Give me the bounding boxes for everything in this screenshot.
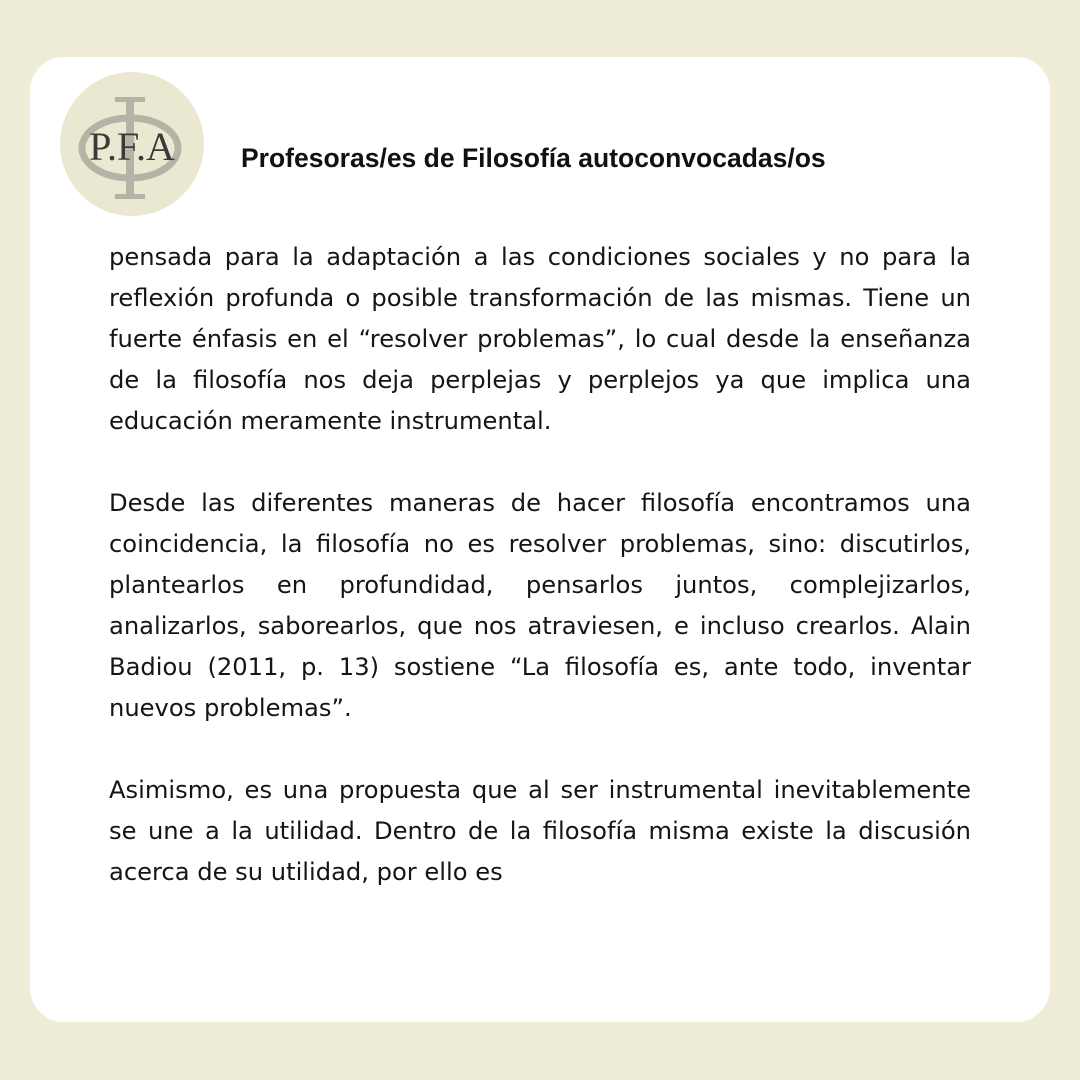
phi-logo-icon (60, 72, 204, 216)
content-card (30, 57, 1050, 1022)
pfa-logo (60, 72, 204, 216)
paragraph-2: Desde las diferentes maneras de hacer filosofía encontramos una coincidencia, la filosofía no es resolver problemas, sino: discutirlos, plantearlos en profundidad, pensarlos juntos, complejizarlos, analizarlos, saborearlos, que nos atraviesen, e incluso crearlos. Alain Badiou (2011, p. 13) sostiene “La filosofía es, ante todo, inventar nuevos problemas”. (109, 489, 971, 722)
logo-text: P.F.A (89, 124, 175, 169)
paragraph-1: pensada para la adaptación a las condiciones sociales y no para la reflexión profunda o posible transformación de las mismas. Tiene un fuerte énfasis en el “resolver problemas”, lo cual desde la enseñanza de la filosofía nos deja perplejas y perplejos ya que implica una educación meramente instrumental. (109, 243, 971, 435)
paragraph-3: Asimismo, es una propuesta que al ser instrumental inevitablemente se une a la utilidad. Dentro de la filosofía misma existe la discusión acerca de su utilidad, por ello es (109, 776, 971, 886)
article-body (109, 237, 971, 893)
header-title: Profesoras/es de Filosofía autoconvocadas/os (241, 143, 826, 173)
